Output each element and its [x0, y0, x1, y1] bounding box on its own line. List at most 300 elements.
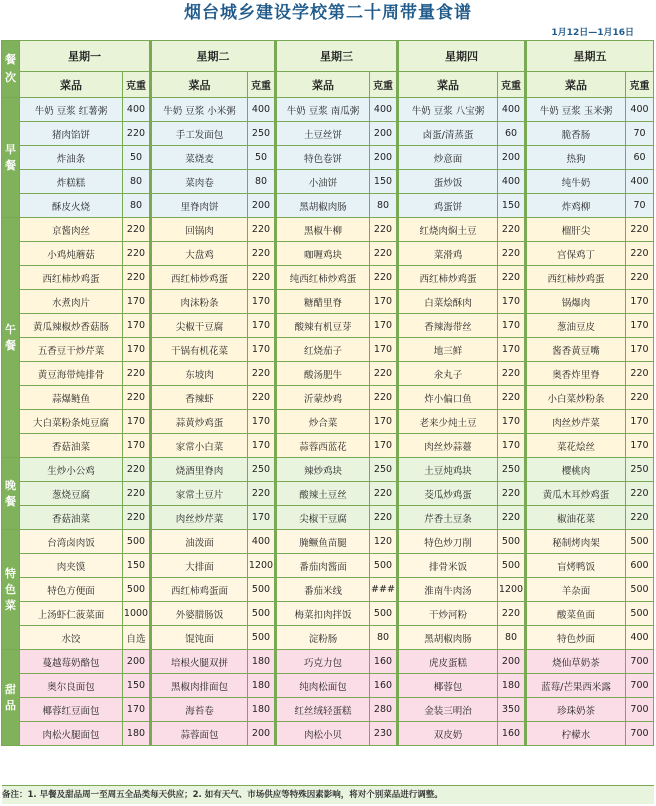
dish-grams: 220: [626, 362, 654, 386]
dish-grams: 180: [248, 674, 276, 698]
dish-grams: 170: [370, 434, 398, 458]
dish-name: 白菜烩酥肉: [398, 290, 498, 314]
dish-grams: 250: [370, 458, 398, 482]
dish-grams: 220: [248, 482, 276, 506]
dish-name: 糖醋里脊: [276, 290, 370, 314]
dish-name: 双皮奶: [398, 722, 498, 746]
meal-label-lunch: 午 餐: [2, 218, 20, 458]
dish-name: 酸辣有机豆芽: [276, 314, 370, 338]
dish-grams: 500: [626, 602, 654, 626]
dish-name: 炒意面: [398, 146, 498, 170]
dish-name: 香辣海带丝: [398, 314, 498, 338]
dish-name: 氽丸子: [398, 362, 498, 386]
dish-grams: 80: [123, 170, 151, 194]
dish-grams: 170: [498, 410, 526, 434]
column-header-row: [2, 72, 654, 98]
dish-grams: 220: [123, 386, 151, 410]
dish-grams: 170: [626, 314, 654, 338]
dish-name: 香菇油菜: [20, 434, 123, 458]
dish-name: 里脊肉饼: [151, 194, 248, 218]
dish-grams: 170: [248, 314, 276, 338]
dish-grams: 220: [498, 218, 526, 242]
dish-grams: 220: [626, 242, 654, 266]
dish-name: 京酱肉丝: [20, 218, 123, 242]
dish-grams: 400: [248, 98, 276, 122]
dish-name: 纯肉松面包: [276, 674, 370, 698]
dish-grams: 1200: [498, 578, 526, 602]
dish-name: 炸小偏口鱼: [398, 386, 498, 410]
special-row: [2, 578, 654, 602]
dish-name: 尖椒干豆腐: [151, 314, 248, 338]
meal-column-header: 餐 次: [2, 41, 20, 98]
dish-name: 外婆腊肠饭: [151, 602, 248, 626]
grams-column-header: 克重: [123, 72, 151, 98]
special-row: [2, 530, 654, 554]
dish-grams: 170: [123, 698, 151, 722]
dish-name: 大盘鸡: [151, 242, 248, 266]
dish-name: 烧酒里脊肉: [151, 458, 248, 482]
day-header: 星期五: [526, 41, 654, 72]
dish-grams: 500: [248, 626, 276, 650]
dish-grams: 170: [248, 506, 276, 530]
dish-grams: 500: [248, 578, 276, 602]
grams-column-header: 克重: [248, 72, 276, 98]
dish-name: 芹香土豆条: [398, 506, 498, 530]
dish-grams: 70: [626, 122, 654, 146]
dish-name: 排骨米饭: [398, 554, 498, 578]
lunch-row: [2, 266, 654, 290]
dish-name: 猪肉馅饼: [20, 122, 123, 146]
dish-grams: 400: [370, 98, 398, 122]
dish-name: 卤蛋/清蒸蛋: [398, 122, 498, 146]
dish-name: 特色炒面: [526, 626, 626, 650]
dish-name: 菜花烩丝: [526, 434, 626, 458]
dish-name: 珍珠奶茶: [526, 698, 626, 722]
dessert-row: [2, 698, 654, 722]
dish-grams: 700: [626, 698, 654, 722]
dish-name: 牛奶 豆浆 小米粥: [151, 98, 248, 122]
dish-name: 椰蓉红豆面包: [20, 698, 123, 722]
dish-grams: 200: [248, 722, 276, 746]
dish-grams: 170: [123, 410, 151, 434]
dish-name: 肉沫粉条: [151, 290, 248, 314]
dish-grams: 170: [626, 290, 654, 314]
dish-name: 干炒河粉: [398, 602, 498, 626]
dish-name: 西红柿炒鸡蛋: [151, 266, 248, 290]
dish-name: 羊杂面: [526, 578, 626, 602]
dish-name: 酸汤肥牛: [276, 362, 370, 386]
dish-name: 蒜爆鲢鱼: [20, 386, 123, 410]
dish-grams: 170: [498, 434, 526, 458]
dish-name: 尖椒干豆腐: [276, 506, 370, 530]
dish-grams: 170: [123, 314, 151, 338]
dish-name: 辣炒鸡块: [276, 458, 370, 482]
dish-name: 黄瓜木耳炒鸡蛋: [526, 482, 626, 506]
dish-grams: 200: [248, 194, 276, 218]
dish-name: 水饺: [20, 626, 123, 650]
dish-name: 牛奶 豆浆 南瓜粥: [276, 98, 370, 122]
dish-grams: 170: [370, 338, 398, 362]
dish-name: 盲烤鸭饭: [526, 554, 626, 578]
dish-grams: 200: [370, 146, 398, 170]
dish-grams: 1200: [248, 554, 276, 578]
dish-grams: 230: [370, 722, 398, 746]
dish-grams: 80: [498, 626, 526, 650]
dish-name: 黑胡椒肉肠: [398, 626, 498, 650]
dish-grams: 220: [370, 506, 398, 530]
dish-name: 西红柿鸡蛋面: [151, 578, 248, 602]
dish-grams: 400: [498, 170, 526, 194]
dish-grams: 700: [626, 674, 654, 698]
dish-name: 五香豆干炒芹菜: [20, 338, 123, 362]
dish-grams: 400: [626, 98, 654, 122]
dish-name: 蛋炒饭: [398, 170, 498, 194]
lunch-row: [2, 314, 654, 338]
date-range: 1月12日—1月16日: [551, 28, 634, 38]
dish-name: 特色炒刀削: [398, 530, 498, 554]
dish-name: 宫保鸡丁: [526, 242, 626, 266]
dish-name: 生炒小公鸡: [20, 458, 123, 482]
dish-name: 肉丝炒芹菜: [526, 410, 626, 434]
dish-name: 炒合菜: [276, 410, 370, 434]
dish-grams: 220: [370, 218, 398, 242]
dish-name: 淀粉肠: [276, 626, 370, 650]
dish-grams: 60: [498, 122, 526, 146]
dish-name: 西红柿炒鸡蛋: [526, 266, 626, 290]
dish-name: 香辣虾: [151, 386, 248, 410]
dish-name: 炸鸡柳: [526, 194, 626, 218]
dish-grams: 170: [248, 290, 276, 314]
grams-column-header: 克重: [498, 72, 526, 98]
dish-name: 金装三明治: [398, 698, 498, 722]
dish-grams: 220: [370, 386, 398, 410]
dinner-row: [2, 506, 654, 530]
dish-grams: 220: [123, 482, 151, 506]
dish-grams: 80: [123, 194, 151, 218]
dish-column-header: 菜品: [526, 72, 626, 98]
dish-grams: 700: [626, 650, 654, 674]
dish-grams: 220: [626, 218, 654, 242]
dish-grams: 220: [370, 266, 398, 290]
dish-name: 黄瓜辣椒炒香菇肠: [20, 314, 123, 338]
dish-grams: 170: [498, 290, 526, 314]
dish-name: 纯西红柿炒鸡蛋: [276, 266, 370, 290]
lunch-row: [2, 434, 654, 458]
dish-name: 肉松小贝: [276, 722, 370, 746]
dish-name: 酥皮火烧: [20, 194, 123, 218]
dish-grams: 600: [626, 554, 654, 578]
dish-grams: 220: [123, 242, 151, 266]
dish-grams: 500: [370, 554, 398, 578]
dish-grams: 220: [498, 506, 526, 530]
page-title: 烟台城乡建设学校第二十周带量食谱: [184, 3, 472, 23]
dish-name: 蓝莓/芒果西米露: [526, 674, 626, 698]
dish-name: 黑椒牛柳: [276, 218, 370, 242]
dish-name: 红丝绒轻蛋糕: [276, 698, 370, 722]
dish-column-header: 菜品: [20, 72, 123, 98]
dish-grams: 50: [123, 146, 151, 170]
dish-name: 梅菜扣肉拌饭: [276, 602, 370, 626]
dish-name: 蒜黄炒鸡蛋: [151, 410, 248, 434]
dish-grams: 180: [123, 722, 151, 746]
dish-name: 奥香炸里脊: [526, 362, 626, 386]
dish-grams: 自选: [123, 626, 151, 650]
dish-grams: 220: [248, 242, 276, 266]
dish-grams: 1000: [123, 602, 151, 626]
breakfast-row: [2, 170, 654, 194]
dish-name: 柠檬水: [526, 722, 626, 746]
dish-name: 酱香黄豆嘴: [526, 338, 626, 362]
lunch-row: [2, 218, 654, 242]
dish-name: 黄豆海带炖排骨: [20, 362, 123, 386]
dish-name: 巧克力包: [276, 650, 370, 674]
dish-grams: 200: [123, 650, 151, 674]
dish-name: 油泼面: [151, 530, 248, 554]
breakfast-row: [2, 194, 654, 218]
dish-name: 土豆炖鸡块: [398, 458, 498, 482]
day-header: 星期二: [151, 41, 276, 72]
breakfast-row: [2, 146, 654, 170]
dish-name: 腌鳜鱼苗腿: [276, 530, 370, 554]
dessert-row: [2, 722, 654, 746]
dish-name: 炸糕糕: [20, 170, 123, 194]
day-header-row: [2, 41, 654, 72]
dish-name: 菜滑鸡: [398, 242, 498, 266]
breakfast-row: [2, 98, 654, 122]
dish-name: 肉丝炒蒜薹: [398, 434, 498, 458]
dish-name: 椰蓉包: [398, 674, 498, 698]
dish-grams: 220: [626, 506, 654, 530]
dish-grams: 120: [370, 530, 398, 554]
dish-grams: 220: [498, 602, 526, 626]
special-row: [2, 626, 654, 650]
meal-label-dessert: 甜 品: [2, 650, 20, 746]
dish-grams: 250: [498, 458, 526, 482]
dish-grams: 170: [123, 338, 151, 362]
dessert-row: [2, 674, 654, 698]
day-header: 星期一: [20, 41, 151, 72]
dish-grams: 250: [248, 458, 276, 482]
dish-name: 蒜蓉面包: [151, 722, 248, 746]
dish-name: 肉松火腿面包: [20, 722, 123, 746]
dish-grams: ###: [370, 578, 398, 602]
dish-name: 纯牛奶: [526, 170, 626, 194]
dish-name: 黑椒肉排面包: [151, 674, 248, 698]
dish-name: 牛奶 豆浆 八宝粥: [398, 98, 498, 122]
dish-grams: 400: [626, 626, 654, 650]
dish-grams: 170: [123, 290, 151, 314]
dish-name: 上汤虾仁菠菜面: [20, 602, 123, 626]
dish-name: 鸡蛋饼: [398, 194, 498, 218]
dish-grams: 220: [123, 362, 151, 386]
dish-grams: 250: [626, 458, 654, 482]
dish-grams: 500: [498, 554, 526, 578]
dish-name: 红烧茄子: [276, 338, 370, 362]
dish-grams: 200: [498, 650, 526, 674]
dish-name: 台湾卤肉饭: [20, 530, 123, 554]
dish-name: 秘制烤肉架: [526, 530, 626, 554]
dish-grams: 80: [248, 170, 276, 194]
lunch-row: [2, 290, 654, 314]
dish-name: 番茄肉酱面: [276, 554, 370, 578]
dish-grams: 160: [370, 674, 398, 698]
dish-grams: 500: [626, 530, 654, 554]
dish-name: 菜烧麦: [151, 146, 248, 170]
dish-grams: 160: [498, 722, 526, 746]
dish-grams: 50: [248, 146, 276, 170]
dish-name: 家常小白菜: [151, 434, 248, 458]
dish-grams: 220: [248, 218, 276, 242]
dish-name: 老来少炖土豆: [398, 410, 498, 434]
dish-grams: 700: [626, 722, 654, 746]
dish-name: 樱桃肉: [526, 458, 626, 482]
dish-name: 虎皮蛋糕: [398, 650, 498, 674]
dish-grams: 150: [498, 194, 526, 218]
dish-name: 馄饨面: [151, 626, 248, 650]
dish-name: 牛奶 豆浆 玉米粥: [526, 98, 626, 122]
dish-grams: 170: [123, 434, 151, 458]
dish-grams: 170: [248, 434, 276, 458]
dish-grams: 220: [370, 482, 398, 506]
dish-name: 牛奶 豆浆 红薯粥: [20, 98, 123, 122]
dish-grams: 150: [370, 170, 398, 194]
dish-name: 菜肉卷: [151, 170, 248, 194]
dinner-row: [2, 482, 654, 506]
dish-name: 家常土豆片: [151, 482, 248, 506]
dish-column-header: 菜品: [398, 72, 498, 98]
dish-grams: 220: [626, 266, 654, 290]
dish-name: 培根火腿双拼: [151, 650, 248, 674]
lunch-row: [2, 242, 654, 266]
dish-name: 小油饼: [276, 170, 370, 194]
breakfast-row: [2, 122, 654, 146]
dish-name: 小白菜炒粉条: [526, 386, 626, 410]
dish-grams: 220: [123, 506, 151, 530]
dish-grams: 180: [248, 698, 276, 722]
dish-grams: 220: [123, 458, 151, 482]
dish-name: 回锅肉: [151, 218, 248, 242]
dish-grams: 220: [498, 362, 526, 386]
dish-name: 蔓越莓奶酪包: [20, 650, 123, 674]
dish-name: 土豆丝饼: [276, 122, 370, 146]
dish-grams: 60: [626, 146, 654, 170]
dish-name: 肉夹馍: [20, 554, 123, 578]
dish-name: 椒油花菜: [526, 506, 626, 530]
footer-note: 备注：1. 早餐及甜品周一至周五全品类每天供应；2. 如有天气、市场供应等特殊因素影响，将对个别菜品进行调整。: [2, 785, 654, 804]
dish-grams: 170: [626, 434, 654, 458]
dinner-row: [2, 458, 654, 482]
dish-grams: 220: [370, 362, 398, 386]
dish-grams: 250: [248, 122, 276, 146]
dish-grams: 200: [370, 122, 398, 146]
dish-grams: 220: [626, 386, 654, 410]
dish-grams: 170: [248, 410, 276, 434]
dish-name: 特色方便面: [20, 578, 123, 602]
dish-name: 榴肝尖: [526, 218, 626, 242]
dish-grams: 220: [370, 242, 398, 266]
dish-grams: 80: [370, 194, 398, 218]
dish-name: 地三鲜: [398, 338, 498, 362]
dish-grams: 170: [626, 338, 654, 362]
grams-column-header: 克重: [370, 72, 398, 98]
dish-grams: 220: [123, 266, 151, 290]
dish-grams: 170: [370, 410, 398, 434]
dish-grams: 150: [123, 554, 151, 578]
dish-grams: 220: [248, 266, 276, 290]
dish-grams: 220: [248, 386, 276, 410]
dish-grams: 500: [123, 530, 151, 554]
meal-label-dinner: 晚 餐: [2, 458, 20, 530]
dish-grams: 220: [123, 218, 151, 242]
dish-name: 黑胡椒肉肠: [276, 194, 370, 218]
menu-table-body: [2, 41, 654, 746]
dish-name: 淮南牛肉汤: [398, 578, 498, 602]
dish-name: 茭瓜炒鸡蛋: [398, 482, 498, 506]
dish-name: 炸油条: [20, 146, 123, 170]
dish-name: 东坡肉: [151, 362, 248, 386]
dish-grams: 80: [370, 626, 398, 650]
dish-name: 红烧肉焖土豆: [398, 218, 498, 242]
dish-name: 酸菜鱼面: [526, 602, 626, 626]
dish-grams: 70: [626, 194, 654, 218]
dish-name: 脆香肠: [526, 122, 626, 146]
dish-name: 水煮肉片: [20, 290, 123, 314]
dish-grams: 220: [498, 482, 526, 506]
dish-grams: 180: [248, 650, 276, 674]
dish-grams: 280: [370, 698, 398, 722]
dish-name: 小鸡炖蘑菇: [20, 242, 123, 266]
dish-grams: 500: [370, 602, 398, 626]
dish-grams: 400: [498, 98, 526, 122]
dish-grams: 170: [248, 338, 276, 362]
dish-grams: 170: [370, 314, 398, 338]
lunch-row: [2, 338, 654, 362]
dish-name: 蒜蓉西蓝花: [276, 434, 370, 458]
dish-name: 西红柿炒鸡蛋: [20, 266, 123, 290]
dish-name: 奥尔良面包: [20, 674, 123, 698]
dish-grams: 220: [498, 386, 526, 410]
dish-name: 锅爆肉: [526, 290, 626, 314]
dish-name: 番茄米线: [276, 578, 370, 602]
dish-name: 手工发面包: [151, 122, 248, 146]
dish-name: 咖喱鸡块: [276, 242, 370, 266]
dish-name: 热狗: [526, 146, 626, 170]
dish-grams: 500: [626, 578, 654, 602]
dish-name: 酸辣土豆丝: [276, 482, 370, 506]
dish-column-header: 菜品: [151, 72, 248, 98]
dish-grams: 220: [248, 362, 276, 386]
dish-column-header: 菜品: [276, 72, 370, 98]
dish-name: 肉丝炒芹菜: [151, 506, 248, 530]
dish-grams: 170: [626, 410, 654, 434]
lunch-row: [2, 410, 654, 434]
dish-name: 海苔卷: [151, 698, 248, 722]
menu-table: [1, 40, 654, 746]
dish-name: 葱烧豆腐: [20, 482, 123, 506]
dish-grams: 220: [123, 122, 151, 146]
dish-grams: 500: [498, 530, 526, 554]
dish-grams: 180: [498, 674, 526, 698]
special-row: [2, 554, 654, 578]
dessert-row: [2, 650, 654, 674]
dish-name: 香菇油菜: [20, 506, 123, 530]
dish-grams: 220: [626, 482, 654, 506]
day-header: 星期四: [398, 41, 526, 72]
dish-grams: 170: [498, 338, 526, 362]
dish-name: 葱油豆皮: [526, 314, 626, 338]
dish-grams: 400: [626, 170, 654, 194]
dish-grams: 500: [123, 578, 151, 602]
